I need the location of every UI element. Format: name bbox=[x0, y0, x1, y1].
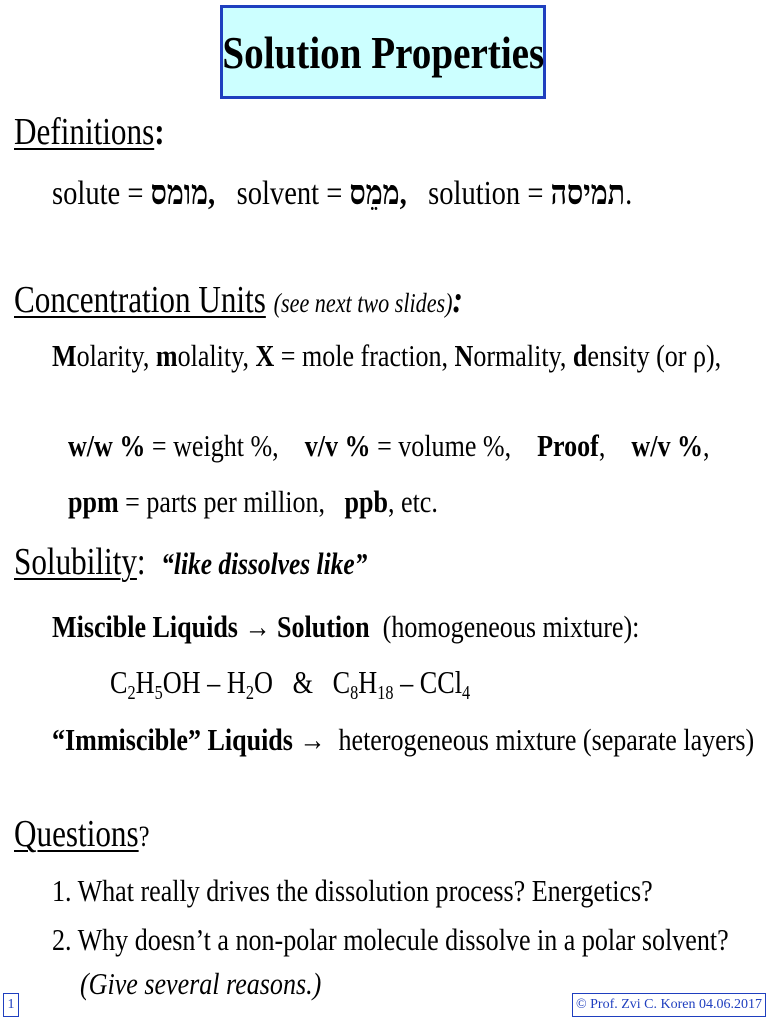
concentration-line-1: Molarity, molality, X = mole fraction, Normality, density (or ρ), bbox=[52, 338, 722, 373]
solvent-label: solvent = bbox=[236, 175, 350, 212]
question-1: 1. What really drives the dissolution process? Energetics? bbox=[52, 873, 653, 908]
solution-label: solution = bbox=[428, 175, 551, 212]
solution-hebrew: תמיסה bbox=[550, 175, 626, 212]
slide-title bbox=[220, 5, 546, 99]
solubility-heading: Solubility bbox=[14, 541, 137, 583]
solvent-hebrew: ממֵס bbox=[349, 175, 400, 212]
arrow-icon: → bbox=[299, 722, 326, 757]
miscible-label: Miscible Liquids bbox=[52, 609, 238, 644]
immiscible-label: “Immiscible” Liquids bbox=[52, 722, 293, 757]
definitions-heading: Definitions bbox=[14, 111, 155, 153]
concentration-line-3: ppm = parts per million, ppb, etc. bbox=[67, 484, 438, 519]
slide-number: 1 bbox=[3, 993, 19, 1017]
definitions-line: solute = מומס, solvent = ממֵס, solution = תמיסה. bbox=[52, 175, 633, 212]
concentration-note: (see next two slides) bbox=[273, 288, 453, 318]
solute-hebrew: מומס bbox=[150, 175, 209, 212]
question-2-note: (Give several reasons.) bbox=[80, 966, 322, 1001]
concentration-section: Concentration Units (see next two slides): bbox=[14, 279, 463, 321]
questions-section: Questions? bbox=[14, 813, 150, 855]
questions-heading: Questions bbox=[14, 813, 139, 855]
copyright-credit: © Prof. Zvi C. Koren 04.06.2017 bbox=[572, 993, 766, 1017]
definitions-section: Definitions: bbox=[14, 111, 165, 153]
question-2: 2. Why doesn’t a non-polar molecule dissolve in a polar solvent? bbox=[52, 922, 729, 957]
miscible-line: Miscible Liquids → Solution (homogeneous mixture): bbox=[52, 609, 640, 644]
immiscible-line: “Immiscible” Liquids → heterogeneous mixture (separate layers) bbox=[52, 722, 755, 757]
concentration-line-2: w/w % = weight %, v/v % = volume %, Proof, w/v %, bbox=[67, 428, 710, 463]
slide-title-text: Solution Properties bbox=[222, 26, 544, 78]
formula-line: $C_2H_5OH - H_2O$ & $C_8H_{18} - CCl_4$ bbox=[110, 664, 471, 704]
arrow-icon: → bbox=[244, 609, 271, 644]
solubility-quote: “like dissolves like” bbox=[161, 546, 368, 581]
concentration-heading: Concentration Units bbox=[14, 279, 266, 321]
solubility-section: Solubility: “like dissolves like” bbox=[14, 541, 368, 583]
solute-label: solute = bbox=[52, 175, 151, 212]
